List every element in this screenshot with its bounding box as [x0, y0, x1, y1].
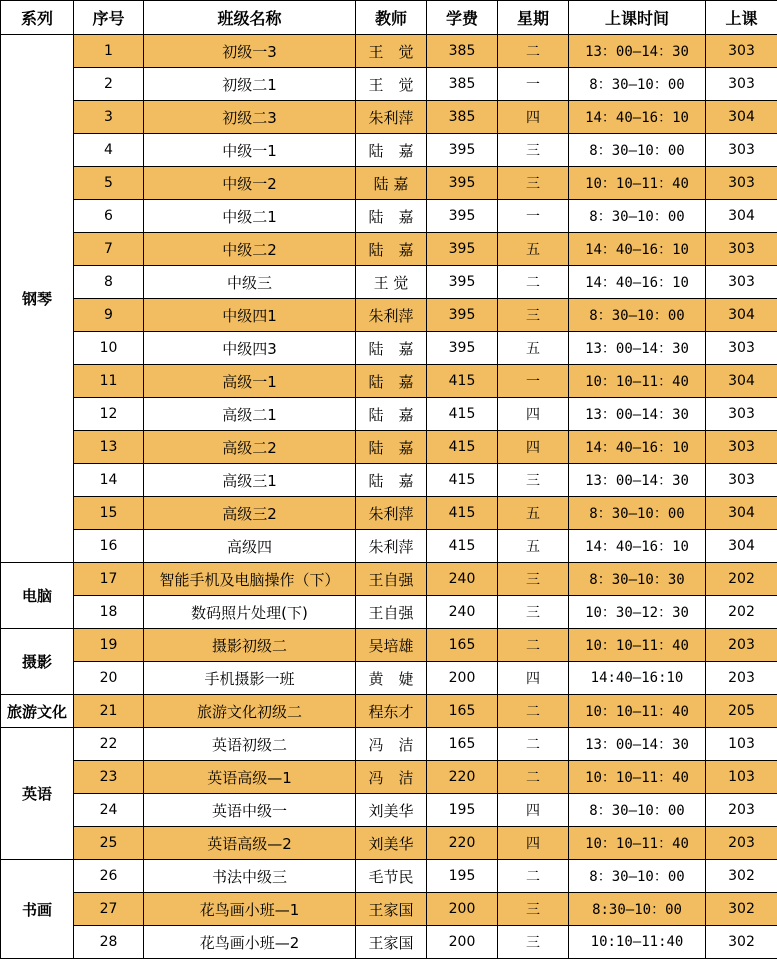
cell-class-name: 高级三1	[144, 464, 356, 497]
cell-fee: 385	[427, 68, 498, 101]
cell-fee: 240	[427, 563, 498, 596]
cell-teacher: 王自强	[356, 596, 427, 629]
table-row	[1, 794, 777, 827]
cell-class-time: 8：30—10：00	[569, 860, 706, 893]
cell-weekday: 二	[498, 629, 569, 662]
cell-class-name: 英语初级二	[144, 728, 356, 761]
cell-class-time: 10：10—11：40	[569, 629, 706, 662]
cell-class-time: 10：10—11：40	[569, 827, 706, 860]
cell-teacher: 王自强	[356, 563, 427, 596]
cell-fee: 240	[427, 596, 498, 629]
table-row	[1, 167, 777, 200]
cell-number: 3	[74, 101, 144, 134]
cell-series: 钢琴	[1, 35, 74, 563]
cell-weekday: 二	[498, 728, 569, 761]
header-fee: 学费	[427, 1, 498, 35]
cell-weekday: 四	[498, 827, 569, 860]
cell-room: 203	[706, 629, 777, 662]
cell-room: 303	[706, 167, 777, 200]
cell-class-name: 摄影初级二	[144, 629, 356, 662]
cell-teacher: 陆 嘉	[356, 431, 427, 464]
cell-number: 16	[74, 530, 144, 563]
cell-room: 303	[706, 398, 777, 431]
cell-class-time: 8：30—10：00	[569, 68, 706, 101]
cell-teacher: 陆 嘉	[356, 200, 427, 233]
cell-weekday: 三	[498, 299, 569, 332]
cell-fee: 395	[427, 266, 498, 299]
cell-weekday: 四	[498, 794, 569, 827]
cell-fee: 195	[427, 860, 498, 893]
cell-room: 203	[706, 794, 777, 827]
cell-teacher: 王家国	[356, 893, 427, 926]
header-teacher: 教师	[356, 1, 427, 35]
cell-class-time: 10：10—11：40	[569, 167, 706, 200]
cell-teacher: 朱利萍	[356, 299, 427, 332]
cell-class-name: 初级二1	[144, 68, 356, 101]
cell-weekday: 五	[498, 233, 569, 266]
cell-class-time: 13：00—14：30	[569, 35, 706, 68]
cell-class-name: 中级四3	[144, 332, 356, 365]
cell-weekday: 四	[498, 431, 569, 464]
cell-number: 20	[74, 662, 144, 695]
cell-fee: 385	[427, 35, 498, 68]
cell-number: 11	[74, 365, 144, 398]
cell-class-time: 14：40—16：10	[569, 101, 706, 134]
cell-number: 10	[74, 332, 144, 365]
cell-teacher: 陆 嘉	[356, 167, 427, 200]
cell-fee: 220	[427, 761, 498, 794]
cell-weekday: 二	[498, 266, 569, 299]
cell-class-time: 10：10—11：40	[569, 695, 706, 728]
table-row	[1, 365, 777, 398]
cell-number: 6	[74, 200, 144, 233]
cell-fee: 395	[427, 134, 498, 167]
cell-teacher: 冯 洁	[356, 761, 427, 794]
cell-room: 203	[706, 827, 777, 860]
cell-class-time: 10：10—11：40	[569, 365, 706, 398]
cell-fee: 200	[427, 893, 498, 926]
cell-teacher: 朱利萍	[356, 497, 427, 530]
cell-class-time: 8：30—10：00	[569, 200, 706, 233]
cell-room: 103	[706, 761, 777, 794]
cell-weekday: 二	[498, 860, 569, 893]
cell-fee: 165	[427, 728, 498, 761]
cell-teacher: 陆 嘉	[356, 365, 427, 398]
cell-room: 302	[706, 893, 777, 926]
cell-number: 7	[74, 233, 144, 266]
cell-series: 书画	[1, 860, 74, 959]
cell-class-name: 高级三2	[144, 497, 356, 530]
cell-weekday: 一	[498, 365, 569, 398]
cell-number: 17	[74, 563, 144, 596]
table-row	[1, 728, 777, 761]
cell-number: 8	[74, 266, 144, 299]
cell-fee: 415	[427, 398, 498, 431]
cell-teacher: 程东才	[356, 695, 427, 728]
header-row	[1, 1, 777, 35]
cell-number: 13	[74, 431, 144, 464]
cell-class-time: 10:10—11:40	[569, 926, 706, 959]
cell-teacher: 黄 婕	[356, 662, 427, 695]
cell-room: 304	[706, 101, 777, 134]
cell-class-time: 10：30—12：30	[569, 596, 706, 629]
cell-fee: 395	[427, 233, 498, 266]
cell-number: 26	[74, 860, 144, 893]
cell-room: 205	[706, 695, 777, 728]
cell-room: 303	[706, 431, 777, 464]
table-row	[1, 200, 777, 233]
cell-room: 304	[706, 299, 777, 332]
table-row	[1, 68, 777, 101]
cell-room: 103	[706, 728, 777, 761]
cell-class-name: 英语高级—2	[144, 827, 356, 860]
cell-fee: 415	[427, 431, 498, 464]
cell-weekday: 四	[498, 398, 569, 431]
cell-number: 22	[74, 728, 144, 761]
cell-teacher: 陆 嘉	[356, 233, 427, 266]
cell-class-time: 14：40—16：10	[569, 266, 706, 299]
cell-class-name: 中级一1	[144, 134, 356, 167]
cell-weekday: 二	[498, 761, 569, 794]
header-room: 上课	[706, 1, 777, 35]
cell-series: 旅游文化	[1, 695, 74, 728]
cell-weekday: 一	[498, 200, 569, 233]
cell-weekday: 五	[498, 497, 569, 530]
cell-fee: 220	[427, 827, 498, 860]
cell-class-time: 13：00—14：30	[569, 464, 706, 497]
cell-class-name: 中级一2	[144, 167, 356, 200]
cell-room: 203	[706, 662, 777, 695]
table-row	[1, 134, 777, 167]
cell-number: 19	[74, 629, 144, 662]
cell-room: 303	[706, 233, 777, 266]
cell-class-name: 中级三	[144, 266, 356, 299]
cell-class-name: 智能手机及电脑操作（下）	[144, 563, 356, 596]
cell-fee: 165	[427, 629, 498, 662]
cell-teacher: 陆 嘉	[356, 464, 427, 497]
cell-class-time: 14：40—16：10	[569, 431, 706, 464]
cell-room: 303	[706, 35, 777, 68]
cell-weekday: 三	[498, 464, 569, 497]
cell-class-name: 高级一1	[144, 365, 356, 398]
cell-class-time: 13：00—14：30	[569, 398, 706, 431]
table-row	[1, 596, 777, 629]
cell-teacher: 陆 嘉	[356, 332, 427, 365]
cell-fee: 395	[427, 299, 498, 332]
cell-fee: 395	[427, 167, 498, 200]
cell-teacher: 王 觉	[356, 68, 427, 101]
cell-fee: 165	[427, 695, 498, 728]
cell-teacher: 毛节民	[356, 860, 427, 893]
cell-weekday: 四	[498, 662, 569, 695]
cell-room: 304	[706, 365, 777, 398]
cell-fee: 415	[427, 464, 498, 497]
cell-room: 303	[706, 68, 777, 101]
table-row	[1, 398, 777, 431]
cell-fee: 195	[427, 794, 498, 827]
cell-weekday: 三	[498, 596, 569, 629]
cell-room: 303	[706, 332, 777, 365]
cell-room: 304	[706, 497, 777, 530]
cell-class-time: 8：30—10：00	[569, 497, 706, 530]
header-class-name: 班级名称	[144, 1, 356, 35]
cell-teacher: 吴培雄	[356, 629, 427, 662]
cell-fee: 395	[427, 200, 498, 233]
cell-number: 28	[74, 926, 144, 959]
cell-number: 5	[74, 167, 144, 200]
cell-class-time: 14:40—16:10	[569, 662, 706, 695]
cell-class-time: 8：30—10：00	[569, 299, 706, 332]
cell-fee: 415	[427, 497, 498, 530]
cell-weekday: 四	[498, 101, 569, 134]
table-row	[1, 35, 777, 68]
cell-class-name: 高级四	[144, 530, 356, 563]
cell-teacher: 陆 嘉	[356, 134, 427, 167]
cell-class-time: 8:30—10：00	[569, 893, 706, 926]
table-row	[1, 629, 777, 662]
cell-room: 202	[706, 563, 777, 596]
cell-room: 304	[706, 530, 777, 563]
cell-class-name: 初级一3	[144, 35, 356, 68]
table-row	[1, 860, 777, 893]
cell-weekday: 一	[498, 68, 569, 101]
cell-class-name: 英语中级一	[144, 794, 356, 827]
cell-number: 12	[74, 398, 144, 431]
cell-series: 英语	[1, 728, 74, 860]
cell-number: 23	[74, 761, 144, 794]
cell-weekday: 三	[498, 893, 569, 926]
cell-weekday: 三	[498, 563, 569, 596]
cell-class-name: 花鸟画小班—1	[144, 893, 356, 926]
cell-room: 303	[706, 134, 777, 167]
table-row	[1, 299, 777, 332]
header-series: 系列	[1, 1, 74, 35]
cell-series: 摄影	[1, 629, 74, 695]
cell-class-name: 初级二3	[144, 101, 356, 134]
cell-room: 202	[706, 596, 777, 629]
table-row	[1, 926, 777, 959]
header-class-time: 上课时间	[569, 1, 706, 35]
cell-fee: 415	[427, 530, 498, 563]
cell-number: 2	[74, 68, 144, 101]
cell-series: 电脑	[1, 563, 74, 629]
cell-weekday: 三	[498, 926, 569, 959]
cell-teacher: 刘美华	[356, 827, 427, 860]
table-row	[1, 530, 777, 563]
cell-fee: 395	[427, 332, 498, 365]
cell-number: 14	[74, 464, 144, 497]
table-row	[1, 893, 777, 926]
cell-class-time: 10：10—11：40	[569, 761, 706, 794]
cell-number: 21	[74, 695, 144, 728]
table-row	[1, 497, 777, 530]
cell-class-time: 8：30—10：00	[569, 134, 706, 167]
table-row	[1, 563, 777, 596]
cell-weekday: 二	[498, 695, 569, 728]
cell-fee: 415	[427, 365, 498, 398]
table-row	[1, 662, 777, 695]
table-row	[1, 464, 777, 497]
cell-class-name: 中级二2	[144, 233, 356, 266]
table-row	[1, 233, 777, 266]
cell-teacher: 朱利萍	[356, 101, 427, 134]
cell-number: 15	[74, 497, 144, 530]
cell-room: 302	[706, 860, 777, 893]
cell-class-name: 旅游文化初级二	[144, 695, 356, 728]
cell-teacher: 王家国	[356, 926, 427, 959]
table-row	[1, 431, 777, 464]
cell-class-name: 高级二1	[144, 398, 356, 431]
cell-class-time: 14：40—16：10	[569, 530, 706, 563]
cell-weekday: 二	[498, 35, 569, 68]
cell-teacher: 刘美华	[356, 794, 427, 827]
cell-teacher: 冯 洁	[356, 728, 427, 761]
cell-class-name: 数码照片处理(下)	[144, 596, 356, 629]
cell-class-name: 手机摄影一班	[144, 662, 356, 695]
table-row	[1, 695, 777, 728]
cell-number: 9	[74, 299, 144, 332]
header-weekday: 星期	[498, 1, 569, 35]
cell-weekday: 三	[498, 167, 569, 200]
cell-teacher: 王 觉	[356, 35, 427, 68]
cell-room: 303	[706, 464, 777, 497]
table-row	[1, 827, 777, 860]
cell-class-time: 14：40—16：10	[569, 233, 706, 266]
header-number: 序号	[74, 1, 144, 35]
cell-weekday: 三	[498, 134, 569, 167]
cell-class-name: 英语高级—1	[144, 761, 356, 794]
cell-teacher: 王 觉	[356, 266, 427, 299]
cell-weekday: 五	[498, 332, 569, 365]
cell-class-time: 8：30—10：00	[569, 794, 706, 827]
cell-class-time: 13：00—14：30	[569, 332, 706, 365]
cell-class-name: 中级四1	[144, 299, 356, 332]
cell-number: 27	[74, 893, 144, 926]
cell-number: 4	[74, 134, 144, 167]
cell-fee: 385	[427, 101, 498, 134]
cell-class-name: 书法中级三	[144, 860, 356, 893]
cell-teacher: 朱利萍	[356, 530, 427, 563]
cell-room: 302	[706, 926, 777, 959]
cell-number: 24	[74, 794, 144, 827]
cell-class-name: 花鸟画小班—2	[144, 926, 356, 959]
cell-class-name: 高级二2	[144, 431, 356, 464]
cell-class-time: 13：00—14：30	[569, 728, 706, 761]
cell-weekday: 五	[498, 530, 569, 563]
cell-number: 1	[74, 35, 144, 68]
cell-fee: 200	[427, 926, 498, 959]
cell-number: 18	[74, 596, 144, 629]
table-row	[1, 761, 777, 794]
cell-class-time: 8：30—10：30	[569, 563, 706, 596]
cell-number: 25	[74, 827, 144, 860]
table-row	[1, 266, 777, 299]
cell-fee: 200	[427, 662, 498, 695]
table-body	[1, 35, 777, 959]
cell-teacher: 陆 嘉	[356, 398, 427, 431]
cell-class-name: 中级二1	[144, 200, 356, 233]
table-row	[1, 101, 777, 134]
cell-room: 303	[706, 266, 777, 299]
table-row	[1, 332, 777, 365]
cell-room: 304	[706, 200, 777, 233]
